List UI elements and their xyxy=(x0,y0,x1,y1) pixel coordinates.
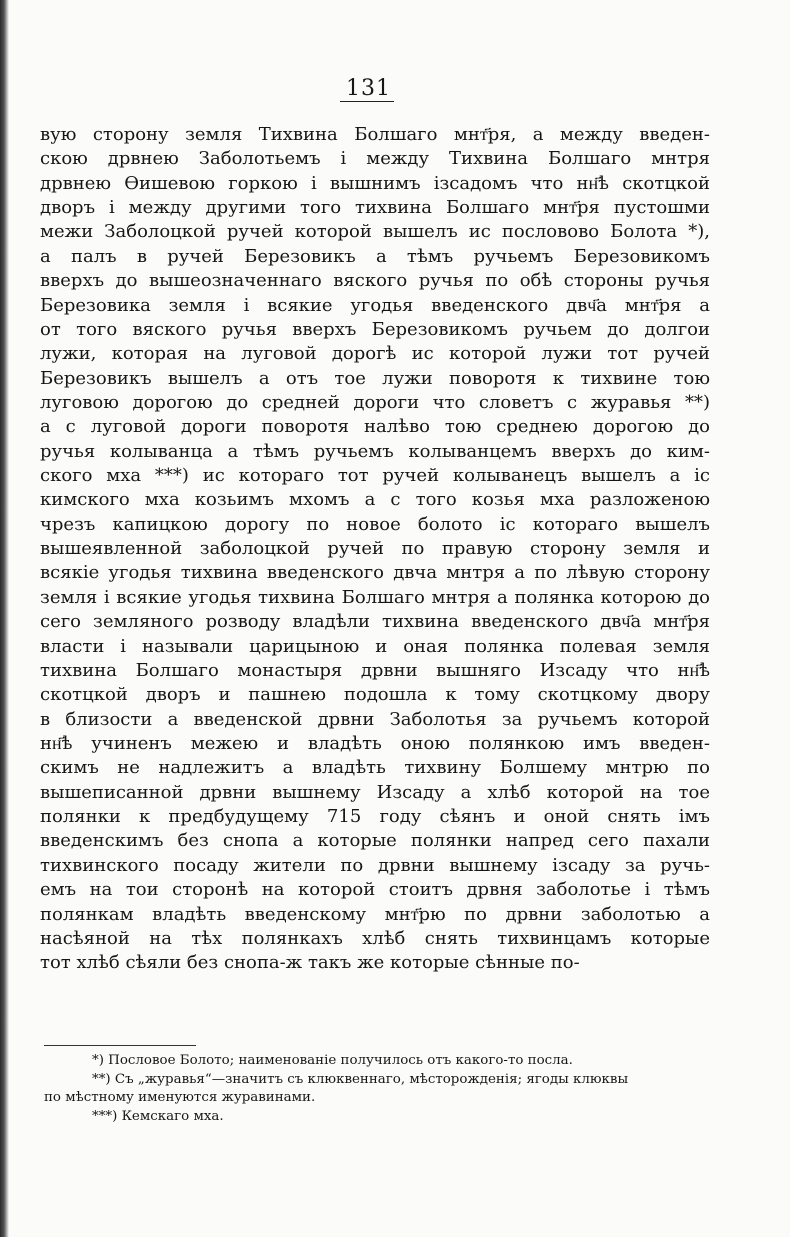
body-line: скотцкой дворъ и пашнею подошла к тому скотцкому двору xyxy=(40,684,710,706)
body-line: сего земляного розводу владѣли тихвина введенского двч҃а мнт҃ря xyxy=(40,611,710,633)
scan-edge xyxy=(0,0,9,1237)
body-line: земля і всякие угодья тихвина Болшаго мнтря а полянка которою до xyxy=(40,586,710,608)
body-line: чрезъ капицкою дорогу по новое болото іс котораго вышелъ xyxy=(40,513,710,535)
body-line: Березовика земля і всякие угодья введенского двч҃а мнт҃ря а xyxy=(40,294,710,316)
body-line: ручья колыванца а тѣмъ ручьемъ колыванцемъ вверхъ до ким- xyxy=(40,440,710,462)
body-line: луговою дорогою до средней дороги что словетъ с журавья **) xyxy=(40,391,710,413)
body-line: всякіе угодья тихвина введенского двча мнтря а по лѣвую сторону xyxy=(40,562,710,584)
body-line: Березовикъ вышелъ а отъ тое лужи поворотя к тихвине тою xyxy=(40,367,710,389)
footnotes xyxy=(44,1052,714,1126)
body-text xyxy=(40,123,710,976)
body-line: насѣяной на тѣх полянкахъ хлѣб снять тихвинцамъ которые xyxy=(40,927,710,949)
body-line: скою дрвнею Заболотьемъ і между Тихвина Болшаго мнтря xyxy=(40,148,710,170)
body-line: вверхъ до вышеозначеннаго вяского ручья по обѣ стороны ручья xyxy=(40,270,710,292)
footnote-2: **) Съ „журавья“—значитъ съ клюквеннаго, мѣсторожденія; ягоды клюквы xyxy=(92,1071,629,1087)
page-number-rule xyxy=(340,101,394,102)
body-line: власти і называли царицыною и оная полянка полевая земля xyxy=(40,635,710,657)
body-line: вышеявленной заболоцкой ручей по правую сторону земля и xyxy=(40,538,710,560)
body-line: в близости а введенской дрвни Заболотья за ручьемъ которой xyxy=(40,708,710,730)
body-line: емъ на тои сторонѣ на которой стоитъ дрвня заболотье і тѣмъ xyxy=(40,879,710,901)
body-line: полянкам владѣть введенскому мнт҃рю по дрвни заболотью а xyxy=(40,903,710,925)
body-line: тихвинского посаду жители по дрвни вышнему ізсаду за ручь- xyxy=(40,854,710,876)
footnote-3: ***) Кемскаго мха. xyxy=(92,1108,224,1124)
body-line: лужи, которая на луговой дорогѣ ис которой лужи тот ручей xyxy=(40,343,710,365)
body-line: нн҃ѣ учиненъ межею и владѣть оною полянкою имъ введен- xyxy=(40,732,710,754)
body-line: дрвнею Ѳишевою горкою і вышнимъ ізсадомъ что нн҃ѣ скотцкой xyxy=(40,172,710,194)
body-line: кимского мха козьимъ мхомъ а с того козья мха разложеною xyxy=(40,489,710,511)
body-line: вышеписанной дрвни вышнему Изсаду а хлѣб которой на тое xyxy=(40,781,710,803)
footnote-rule xyxy=(44,1045,196,1046)
body-line: дворъ і между другими того тихвина Болшаго мнт҃ря пустошми xyxy=(40,197,710,219)
body-line: ского мха ***) ис котораго тот ручей колыванецъ вышелъ а іс xyxy=(40,465,710,487)
body-line: вую сторону земля Тихвина Болшаго мнт҃ря, а между введен- xyxy=(40,124,710,145)
footnote-1: *) Пословое Болото; наименованіе получилось отъ какого-то посла. xyxy=(92,1053,573,1068)
body-line: тихвина Болшаго монастыря дрвни вышняго Изсаду что нн҃ѣ xyxy=(40,659,710,681)
body-line: межи Заболоцкой ручей которой вышелъ ис пословово Болота *), xyxy=(40,221,710,243)
footnote-2-continuation: по мѣстному именуются журавинами. xyxy=(44,1090,316,1105)
body-line: введенскимъ без снопа а которые полянки напред сего пахали xyxy=(40,830,710,852)
page-number: 131 xyxy=(346,76,391,101)
body-line: скимъ не надлежитъ а владѣть тихвину Болшему мнтрю по xyxy=(40,757,710,779)
body-line: от того вяского ручья вверхъ Березовикомъ ручьем до долгои xyxy=(40,318,710,340)
body-line: тот хлѣб сѣяли без снопа-ж такъ же которые сѣнные по- xyxy=(40,952,580,974)
body-line: полянки к предбудущему 715 году сѣянъ и оной снять імъ xyxy=(40,806,710,828)
body-line: а с луговой дороги поворотя налѣво тою среднею дорогою до xyxy=(40,416,710,438)
body-line: а палъ в ручей Березовикъ а тѣмъ ручьемъ Березовикомъ xyxy=(40,245,710,267)
